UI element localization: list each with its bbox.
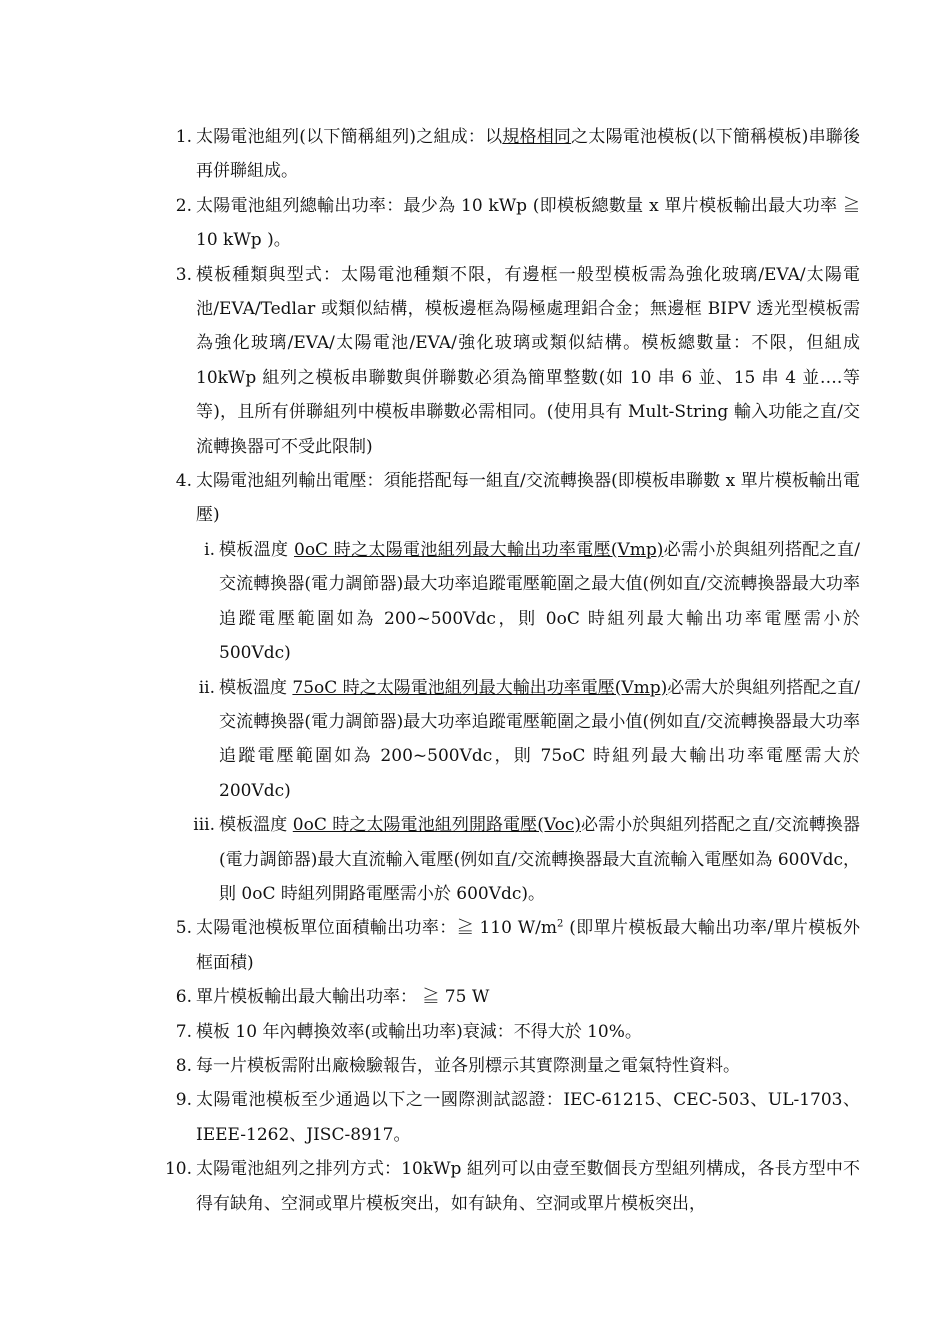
item-number: 2. xyxy=(175,195,192,216)
item-number: 10. xyxy=(164,1159,192,1180)
list-item xyxy=(160,189,860,258)
list-item xyxy=(160,258,860,464)
list-item xyxy=(160,980,860,1014)
list-item xyxy=(160,911,860,980)
item-text: 太陽電池組列總輸出功率：最少為 10 kWp (即模板總數量 x 單片模板輸出最大功率 ≧ 10 kWp )。 xyxy=(196,195,860,251)
item-text: 模板 10 年內轉換效率(或輸出功率)衰減：不得大於 10%。 xyxy=(196,1021,642,1042)
list-item xyxy=(160,1015,860,1049)
list-item xyxy=(160,1049,860,1083)
item-text: 每一片模板需附出廠檢驗報告，並各別標示其實際測量之電氣特性資料。 xyxy=(196,1055,740,1076)
item-text: 模板溫度 0oC 時之太陽電池組列開路電壓(Voc)必需小於與組列搭配之直/交流轉換器(電力調節器)最大直流輸入電壓(例如直/交流轉換器最大直流輸入電壓如為 600Vdc，則 0oC 時組列開路電壓需小於 600Vdc)。 xyxy=(219,815,861,904)
item-number: i. xyxy=(204,539,215,560)
item-number: 9. xyxy=(175,1090,192,1111)
sub-list-item xyxy=(160,808,860,911)
list-item xyxy=(160,1083,860,1152)
item-text: 太陽電池模板至少通過以下之一國際測試認證：IEC-61215、CEC-503、UL-1703、IEEE-1262、JISC-8917。 xyxy=(196,1090,860,1145)
list-item xyxy=(160,1152,860,1221)
sub-list-item xyxy=(160,533,860,671)
item-text: 太陽電池組列輸出電壓：須能搭配每一組直/交流轉換器(即模板串聯數 x 單片模板輸出電壓) xyxy=(196,471,860,526)
item-text: 模板溫度 0oC 時之太陽電池組列最大輸出功率電壓(Vmp)必需小於與組列搭配之直/交流轉換器(電力調節器)最大功率追蹤電壓範圍之最大值(例如直/交流轉換器最大功率追蹤電壓範圍如為 200~500Vdc，則 0oC 時組列最大輸出功率電壓需小於 500Vdc) xyxy=(219,539,860,664)
item-number: 4. xyxy=(175,471,192,492)
sub-list-item xyxy=(160,671,860,809)
item-number: 7. xyxy=(175,1021,192,1042)
item-text: 太陽電池組列之排列方式：10kWp 組列可以由壹至數個長方型組列構成，各長方型中不得有缺角、空洞或單片模板突出，如有缺角、空洞或單片模板突出， xyxy=(196,1159,860,1214)
item-number: 3. xyxy=(175,264,192,285)
underlined-text: 75oC 時之太陽電池組列最大輸出功率電壓(Vmp) xyxy=(292,677,668,698)
item-number: 1. xyxy=(175,127,192,147)
underlined-text: 規格相同 xyxy=(502,127,572,147)
list-item xyxy=(160,464,860,533)
item-number: iii. xyxy=(193,815,215,836)
underlined-text: 0oC 時之太陽電池組列開路電壓(Voc) xyxy=(292,815,581,836)
item-text: 模板溫度 75oC 時之太陽電池組列最大輸出功率電壓(Vmp)必需大於與組列搭配之直/交流轉換器(電力調節器)最大功率追蹤電壓範圍之最小值(例如直/交流轉換器最大功率追蹤電壓範圍如為 200~500Vdc，則 75oC 時組列最大輸出功率電壓需大於 200Vdc) xyxy=(219,677,861,801)
item-text: 模板種類與型式：太陽電池種類不限，有邊框一般型模板需為強化玻璃/EVA/太陽電池/EVA/Tedlar 或類似結構，模板邊框為陽極處理鋁合金；無邊框 BIPV 透光型模板需為強化玻璃/EVA/太陽電池/EVA/強化玻璃或類似結構。模板總數量：不限，但組成 10kWp 組列之模板串聯數與併聯數必須為簡單整數(如 10 串 6 並、15 串 4 並….等等)，且所有併聯組列中模板串聯數必需相同。(使用具有 Mult-String 輸入功能之直/交流轉換器可不受此限制) xyxy=(196,264,860,457)
spec-list xyxy=(160,120,860,1221)
item-text: 單片模板輸出最大輸出功率： ≧ 75 W xyxy=(196,987,490,1008)
item-text: 太陽電池模板單位面積輸出功率：≧ 110 $W/m^2$ (即單片模板最大輸出功率/單片模板外框面積) xyxy=(196,918,860,973)
item-number: ii. xyxy=(198,677,215,698)
item-number: 6. xyxy=(175,987,192,1008)
underlined-text: 0oC 時之太陽電池組列最大輸出功率電壓(Vmp) xyxy=(294,539,664,560)
item-number: 5. xyxy=(175,918,192,939)
list-item xyxy=(160,120,860,189)
item-text: 太陽電池組列(以下簡稱組列)之組成：以規格相同之太陽電池模板(以下簡稱模板)串聯後再併聯組成。 xyxy=(196,127,861,182)
item-number: 8. xyxy=(175,1055,192,1076)
superscript: 2 xyxy=(557,918,564,930)
